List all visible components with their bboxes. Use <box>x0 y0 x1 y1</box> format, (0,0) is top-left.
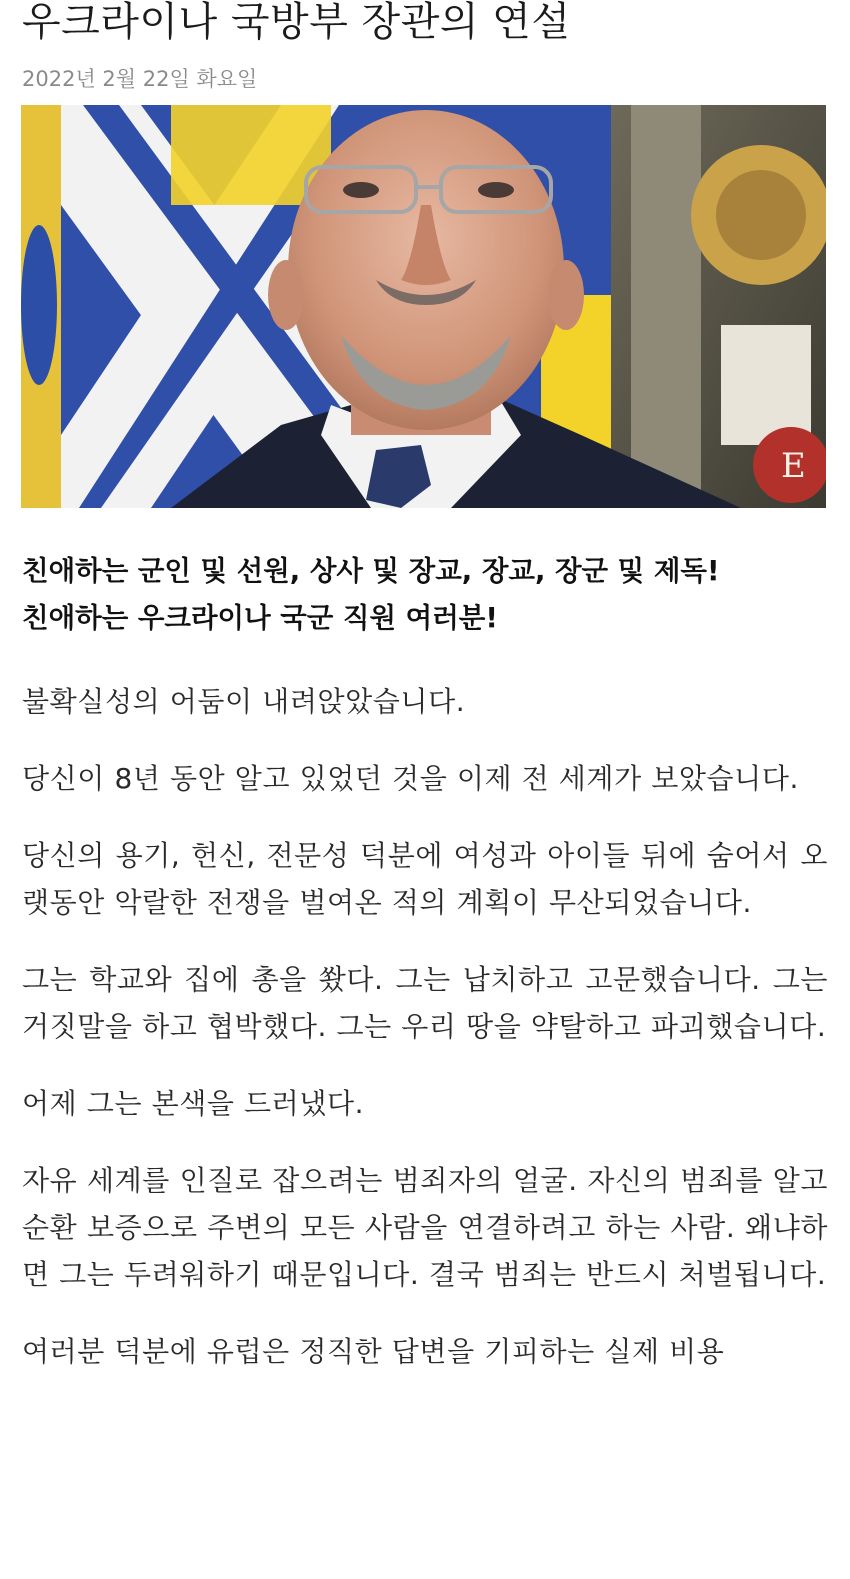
greeting-block <box>22 548 828 642</box>
paragraph: 당신의 용기, 헌신, 전문성 덕분에 여성과 아이들 뒤에 숨어서 오랫동안 악랄한 전쟁을 벌여온 적의 계획이 무산되었습니다. <box>22 839 828 919</box>
greeting-line-1: 친애하는 군인 및 선원, 상사 및 장교, 장교, 장군 및 제독! <box>22 555 720 587</box>
article-date: 2022년 2월 22일 화요일 <box>22 67 258 91</box>
article-title: 우크라이나 국방부 장관의 연설 <box>22 0 571 45</box>
greeting-line-2: 친애하는 우크라이나 국군 직원 여러분! <box>22 602 498 634</box>
portrait-photo-icon <box>21 105 826 508</box>
article-body <box>22 548 828 1405</box>
paragraph: 불확실성의 어둠이 내려앉았습니다. <box>22 685 466 718</box>
paragraph: 당신이 8년 동안 알고 있었던 것을 이제 전 세계가 보았습니다. <box>22 762 799 795</box>
article-photo[interactable] <box>21 105 826 508</box>
paragraph: 여러분 덕분에 유럽은 정직한 답변을 기피하는 실제 비용 <box>22 1335 725 1368</box>
paragraph: 어제 그는 본색을 드러냈다. <box>22 1087 365 1120</box>
svg-text:E: E <box>781 446 806 486</box>
paragraph: 그는 학교와 집에 총을 쐈다. 그는 납치하고 고문했습니다. 그는 거짓말을 하고 협박했다. 그는 우리 땅을 약탈하고 파괴했습니다. <box>22 963 828 1043</box>
paragraph: 자유 세계를 인질로 잡으려는 범죄자의 얼굴. 자신의 범죄를 알고 순환 보증으로 주변의 모든 사람을 연결하려고 하는 사람. 왜냐하면 그는 두려워하기 때문입니다. 결국 범죄는 반드시 처벌됩니다. <box>22 1164 828 1291</box>
